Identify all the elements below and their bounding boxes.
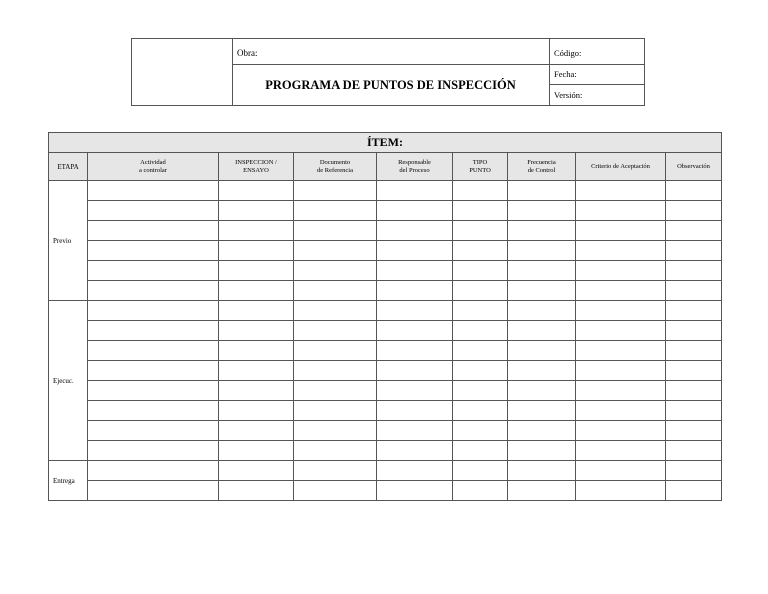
col-header-frecuencia: Frecuencia de Control bbox=[508, 153, 576, 181]
table-cell[interactable] bbox=[294, 421, 377, 441]
col-header-actividad: Actividad a controlar bbox=[88, 153, 219, 181]
table-cell[interactable] bbox=[377, 361, 453, 381]
table-cell[interactable] bbox=[294, 181, 377, 201]
table-cell[interactable] bbox=[666, 221, 722, 241]
table-cell[interactable] bbox=[453, 401, 508, 421]
table-cell[interactable] bbox=[294, 301, 377, 321]
table-cell[interactable] bbox=[453, 341, 508, 361]
table-cell[interactable] bbox=[88, 481, 219, 501]
table-cell[interactable] bbox=[453, 281, 508, 301]
table-cell[interactable] bbox=[88, 301, 219, 321]
table-cell[interactable] bbox=[377, 181, 453, 201]
table-cell[interactable] bbox=[508, 221, 576, 241]
table-cell[interactable] bbox=[508, 301, 576, 321]
table-cell[interactable] bbox=[88, 201, 219, 221]
table-cell[interactable] bbox=[219, 301, 294, 321]
table-cell[interactable] bbox=[508, 381, 576, 401]
table-cell[interactable] bbox=[453, 421, 508, 441]
table-cell[interactable] bbox=[666, 281, 722, 301]
table-cell[interactable] bbox=[377, 281, 453, 301]
table-cell[interactable] bbox=[666, 241, 722, 261]
table-cell[interactable] bbox=[576, 321, 666, 341]
stage-ejecucion: Ejecuc. bbox=[49, 301, 88, 461]
table-cell[interactable] bbox=[666, 421, 722, 441]
table-cell[interactable] bbox=[576, 401, 666, 421]
table-row bbox=[49, 401, 722, 421]
table-cell[interactable] bbox=[666, 341, 722, 361]
table-cell[interactable] bbox=[453, 441, 508, 461]
table-cell[interactable] bbox=[219, 181, 294, 201]
table-cell[interactable] bbox=[666, 381, 722, 401]
table-cell[interactable] bbox=[666, 441, 722, 461]
table-cell[interactable] bbox=[219, 321, 294, 341]
stage-entrega: Entrega bbox=[49, 461, 88, 501]
table-cell[interactable] bbox=[294, 241, 377, 261]
table-cell[interactable] bbox=[453, 261, 508, 281]
table-cell[interactable] bbox=[453, 381, 508, 401]
table-cell[interactable] bbox=[508, 421, 576, 441]
table-cell[interactable] bbox=[377, 441, 453, 461]
table-cell[interactable] bbox=[576, 341, 666, 361]
table-cell[interactable] bbox=[219, 421, 294, 441]
table-cell[interactable] bbox=[219, 381, 294, 401]
table-cell[interactable] bbox=[508, 361, 576, 381]
col-header-observacion: Observación bbox=[666, 153, 722, 181]
table-cell[interactable] bbox=[219, 401, 294, 421]
table-cell[interactable] bbox=[576, 281, 666, 301]
table-cell[interactable] bbox=[377, 381, 453, 401]
table-cell[interactable] bbox=[294, 481, 377, 501]
table-cell[interactable] bbox=[219, 281, 294, 301]
obra-field[interactable]: Obra: bbox=[232, 39, 550, 65]
table-cell[interactable] bbox=[453, 181, 508, 201]
table-cell[interactable] bbox=[576, 461, 666, 481]
table-cell[interactable] bbox=[88, 461, 219, 481]
table-cell[interactable] bbox=[666, 461, 722, 481]
table-row bbox=[49, 221, 722, 241]
table-cell[interactable] bbox=[508, 201, 576, 221]
table-cell[interactable] bbox=[508, 461, 576, 481]
col-header-etapa: ETAPA bbox=[49, 153, 88, 181]
fecha-field[interactable]: Fecha: bbox=[550, 65, 644, 85]
table-cell[interactable] bbox=[88, 221, 219, 241]
table-row bbox=[49, 361, 722, 381]
table-row bbox=[49, 281, 722, 301]
table-cell[interactable] bbox=[294, 341, 377, 361]
table-cell[interactable] bbox=[666, 201, 722, 221]
table-cell[interactable] bbox=[377, 321, 453, 341]
table-cell[interactable] bbox=[88, 281, 219, 301]
table-cell[interactable] bbox=[666, 361, 722, 381]
table-cell[interactable] bbox=[576, 301, 666, 321]
table-cell[interactable] bbox=[294, 281, 377, 301]
table-row bbox=[49, 261, 722, 281]
table-row bbox=[49, 341, 722, 361]
table-cell[interactable] bbox=[576, 241, 666, 261]
table-row bbox=[49, 301, 722, 321]
table-cell[interactable] bbox=[377, 301, 453, 321]
table-cell[interactable] bbox=[453, 481, 508, 501]
table-cell[interactable] bbox=[576, 261, 666, 281]
table-cell[interactable] bbox=[377, 401, 453, 421]
inspection-table bbox=[48, 132, 722, 501]
table-cell[interactable] bbox=[666, 301, 722, 321]
table-cell[interactable] bbox=[294, 321, 377, 341]
document-title: PROGRAMA DE PUNTOS DE INSPECCIÓN bbox=[232, 65, 550, 105]
table-cell[interactable] bbox=[453, 461, 508, 481]
table-cell[interactable] bbox=[666, 481, 722, 501]
table-cell[interactable] bbox=[219, 261, 294, 281]
version-field[interactable]: Versión: bbox=[554, 90, 583, 100]
table-cell[interactable] bbox=[377, 421, 453, 441]
table-cell[interactable] bbox=[666, 261, 722, 281]
table-cell[interactable] bbox=[219, 361, 294, 381]
table-cell[interactable] bbox=[219, 221, 294, 241]
table-cell[interactable] bbox=[377, 461, 453, 481]
table-cell[interactable] bbox=[377, 201, 453, 221]
col-header-criterio: Criterio de Aceptación bbox=[576, 153, 666, 181]
table-row bbox=[49, 181, 722, 201]
table-row bbox=[49, 421, 722, 441]
table-cell[interactable] bbox=[508, 261, 576, 281]
table-cell[interactable] bbox=[377, 241, 453, 261]
table-cell[interactable] bbox=[294, 441, 377, 461]
table-cell[interactable] bbox=[666, 321, 722, 341]
table-cell[interactable] bbox=[453, 361, 508, 381]
table-cell[interactable] bbox=[294, 221, 377, 241]
table-cell[interactable] bbox=[294, 401, 377, 421]
codigo-field[interactable]: Código: bbox=[550, 39, 644, 65]
table-cell[interactable] bbox=[576, 361, 666, 381]
table-cell[interactable] bbox=[508, 241, 576, 261]
table-cell[interactable] bbox=[294, 361, 377, 381]
table-cell[interactable] bbox=[666, 181, 722, 201]
table-cell[interactable] bbox=[576, 221, 666, 241]
table-cell[interactable] bbox=[377, 481, 453, 501]
table-cell[interactable] bbox=[453, 321, 508, 341]
col-header-inspeccion: INSPECCION / ENSAYO bbox=[219, 153, 294, 181]
table-row bbox=[49, 241, 722, 261]
table-cell[interactable] bbox=[453, 221, 508, 241]
table-cell[interactable] bbox=[88, 261, 219, 281]
table-cell[interactable] bbox=[88, 181, 219, 201]
table-cell[interactable] bbox=[508, 341, 576, 361]
table-cell[interactable] bbox=[666, 401, 722, 421]
table-cell[interactable] bbox=[88, 241, 219, 261]
table-row bbox=[49, 441, 722, 461]
table-cell[interactable] bbox=[508, 401, 576, 421]
col-header-responsable: Responsable del Proceso bbox=[377, 153, 453, 181]
item-header: ÍTEM: bbox=[49, 133, 722, 153]
table-cell[interactable] bbox=[294, 261, 377, 281]
table-cell[interactable] bbox=[453, 201, 508, 221]
table-cell[interactable] bbox=[377, 221, 453, 241]
table-cell[interactable] bbox=[219, 441, 294, 461]
table-cell[interactable] bbox=[88, 341, 219, 361]
table-cell[interactable] bbox=[508, 181, 576, 201]
table-cell[interactable] bbox=[508, 481, 576, 501]
table-row bbox=[49, 461, 722, 481]
table-cell[interactable] bbox=[508, 321, 576, 341]
table-cell[interactable] bbox=[576, 201, 666, 221]
logo-area bbox=[132, 39, 233, 105]
col-header-documento: Documento de Referencia bbox=[294, 153, 377, 181]
table-cell[interactable] bbox=[219, 201, 294, 221]
stage-previo: Previo bbox=[49, 181, 88, 301]
document-header bbox=[131, 38, 645, 106]
table-cell[interactable] bbox=[219, 461, 294, 481]
table-cell[interactable] bbox=[219, 341, 294, 361]
table-cell[interactable] bbox=[88, 321, 219, 341]
table-cell[interactable] bbox=[576, 441, 666, 461]
table-row bbox=[49, 381, 722, 401]
table-cell[interactable] bbox=[377, 341, 453, 361]
table-cell[interactable] bbox=[88, 401, 219, 421]
col-header-tipo-punto: TIPO PUNTO bbox=[453, 153, 508, 181]
table-cell[interactable] bbox=[576, 381, 666, 401]
table-cell[interactable] bbox=[294, 201, 377, 221]
table-row bbox=[49, 201, 722, 221]
table-cell[interactable] bbox=[576, 481, 666, 501]
table-row bbox=[49, 481, 722, 501]
table-cell[interactable] bbox=[219, 481, 294, 501]
table-cell[interactable] bbox=[508, 441, 576, 461]
table-cell[interactable] bbox=[453, 241, 508, 261]
table-cell[interactable] bbox=[294, 381, 377, 401]
table-cell[interactable] bbox=[88, 381, 219, 401]
table-cell[interactable] bbox=[453, 301, 508, 321]
table-cell[interactable] bbox=[576, 421, 666, 441]
table-cell[interactable] bbox=[377, 261, 453, 281]
table-cell[interactable] bbox=[294, 461, 377, 481]
table-cell[interactable] bbox=[219, 241, 294, 261]
table-cell[interactable] bbox=[88, 421, 219, 441]
table-cell[interactable] bbox=[88, 441, 219, 461]
table-cell[interactable] bbox=[508, 281, 576, 301]
table-cell[interactable] bbox=[576, 181, 666, 201]
table-cell[interactable] bbox=[88, 361, 219, 381]
table-row bbox=[49, 321, 722, 341]
